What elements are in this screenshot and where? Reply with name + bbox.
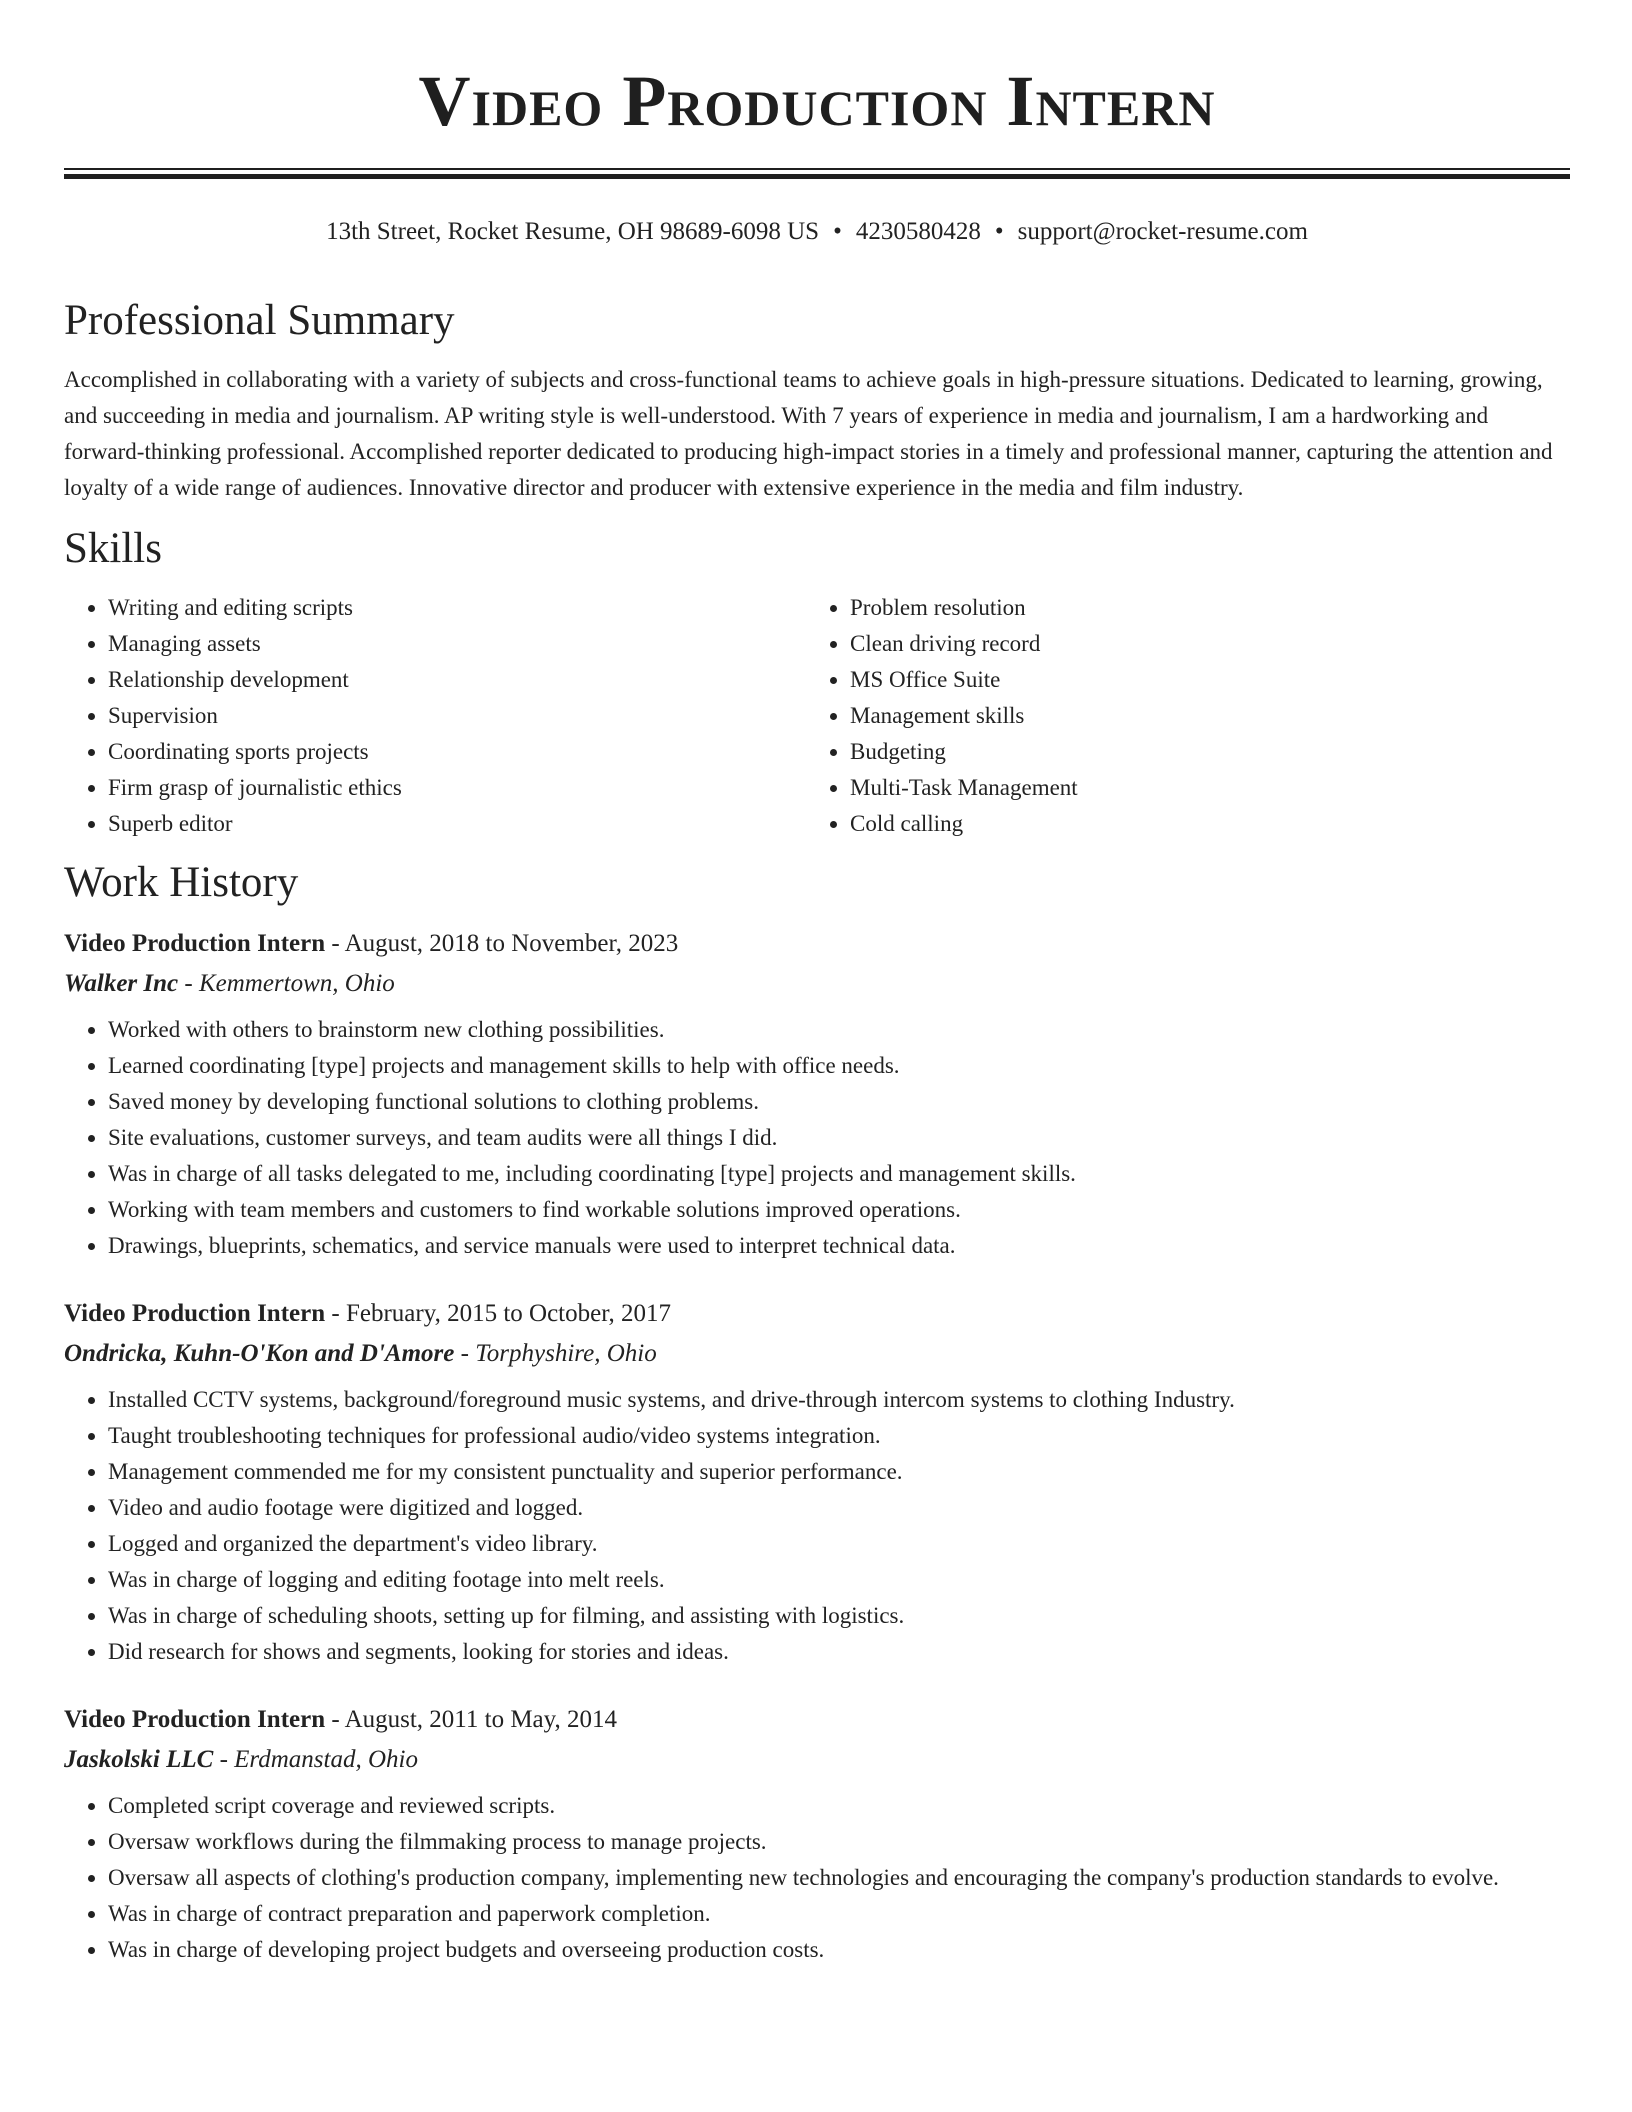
job-company: Jaskolski LLC [64,1746,214,1773]
job-bullet: • Video and audio footage were digitized and logged. [108,1490,1570,1526]
work-history-section [64,856,1570,1968]
job-bullet: • Oversaw workflows during the filmmaking process to manage projects. [108,1824,1570,1860]
job-role: Video Production Intern [64,930,326,957]
job-bullet: • Logged and organized the department's video library. [108,1526,1570,1562]
job-bullet: • Completed script coverage and reviewed scripts. [108,1788,1570,1824]
contact-address: 13th Street, Rocket Resume, OH 98689-6098 US [326,218,820,245]
job-employer [64,1740,1570,1780]
resume-body [64,284,1570,1998]
job-bullet: • Was in charge of all tasks delegated to me, including coordinating [type] projects and management skills. [108,1156,1570,1192]
title-rule-thick [64,174,1570,179]
job-bullets [64,1012,1570,1264]
contact-email: support@rocket-resume.com [1017,218,1308,245]
skill-item: • Managing assets [108,626,806,662]
job-bullet: • Was in charge of contract preparation and paperwork completion. [108,1896,1570,1932]
job-location: - Erdmanstad, Ohio [213,1746,418,1773]
job-header [64,924,1570,964]
skill-item: • Problem resolution [850,590,1548,626]
skills-heading: Skills [64,525,162,572]
skill-item: • Management skills [850,698,1548,734]
skill-item: • Cold calling [850,806,1548,842]
job-role: Video Production Intern [64,1706,326,1733]
skill-item: • Firm grasp of journalistic ethics [108,770,806,806]
skill-item: • Supervision [108,698,806,734]
skills-section [64,522,1570,842]
job-bullets [64,1788,1570,1968]
job-dates: - August, 2018 to November, 2023 [325,930,679,957]
job-header [64,1700,1570,1740]
skill-item: • Clean driving record [850,626,1548,662]
job-bullet: • Oversaw all aspects of clothing's production company, implementing new technologies and encouraging the company's production standards to evolve. [108,1860,1570,1896]
job-bullet: • Site evaluations, customer surveys, and team audits were all things I did. [108,1120,1570,1156]
job-employer [64,1334,1570,1374]
job-employer [64,964,1570,1004]
contact-line [64,214,1570,250]
job-location: - Kemmertown, Ohio [178,970,395,997]
work-history-heading: Work History [64,859,299,906]
contact-phone: 4230580428 [855,218,981,245]
job-dates: - February, 2015 to October, 2017 [325,1300,672,1327]
skills-columns [64,590,1570,842]
summary-text: Accomplished in collaborating with a variety of subjects and cross-functional teams to achieve goals in high-pressure situations. Dedicated to learning, growing, and succeeding in media and journalism. AP writing style is well-understood. With 7 years of experience in media and journalism, I am a hardworking and forward-thinking professional. Accomplished reporter dedicated to producing high-impact stories in a timely and professional manner, capturing the attention and loyalty of a wide range of audiences. Innovative director and producer with extensive experience in the media and film industry. [64,367,1553,500]
job-bullet: • Installed CCTV systems, background/foreground music systems, and drive-through intercom systems to clothing Industry. [108,1382,1570,1418]
job-header [64,1294,1570,1334]
skill-item: • Multi-Task Management [850,770,1548,806]
skill-item: • Budgeting [850,734,1548,770]
job-bullet: • Saved money by developing functional solutions to clothing problems. [108,1084,1570,1120]
title-rule-thin [64,168,1570,170]
job-bullet: • Was in charge of logging and editing footage into melt reels. [108,1562,1570,1598]
summary-section [64,294,1570,506]
skill-item: • Relationship development [108,662,806,698]
contact-separator: • [833,218,842,245]
skill-item: • Writing and editing scripts [108,590,806,626]
job-bullet: • Taught troubleshooting techniques for professional audio/video systems integration. [108,1418,1570,1454]
job-entry [64,1700,1570,1968]
skill-item: • Coordinating sports projects [108,734,806,770]
job-bullet: • Learned coordinating [type] projects and management skills to help with office needs. [108,1048,1570,1084]
job-company: Walker Inc [64,970,179,997]
job-dates: - August, 2011 to May, 2014 [325,1706,618,1733]
summary-heading: Professional Summary [64,297,455,344]
job-bullet: • Drawings, blueprints, schematics, and service manuals were used to interpret technical data. [108,1228,1570,1264]
job-entry [64,1294,1570,1670]
job-location: - Torphyshire, Ohio [454,1340,657,1367]
job-entry [64,924,1570,1264]
job-bullet: • Worked with others to brainstorm new clothing possibilities. [108,1012,1570,1048]
job-bullet: • Was in charge of scheduling shoots, setting up for filming, and assisting with logistics. [108,1598,1570,1634]
contact-separator: • [994,218,1004,245]
job-bullet: • Did research for shows and segments, looking for stories and ideas. [108,1634,1570,1670]
skill-item: • MS Office Suite [850,662,1548,698]
skill-item: • Superb editor [108,806,806,842]
skills-list-right [806,590,1548,842]
resume-title: Video Production Intern [418,61,1216,141]
job-bullet: • Management commended me for my consistent punctuality and superior performance. [108,1454,1570,1490]
job-bullet: • Was in charge of developing project budgets and overseeing production costs. [108,1932,1570,1968]
job-company: Ondricka, Kuhn-O'Kon and D'Amore [64,1340,455,1367]
skills-list-left [64,590,806,842]
job-bullet: • Working with team members and customers to find workable solutions improved operations. [108,1192,1570,1228]
job-role: Video Production Intern [64,1300,326,1327]
job-bullets [64,1382,1570,1670]
